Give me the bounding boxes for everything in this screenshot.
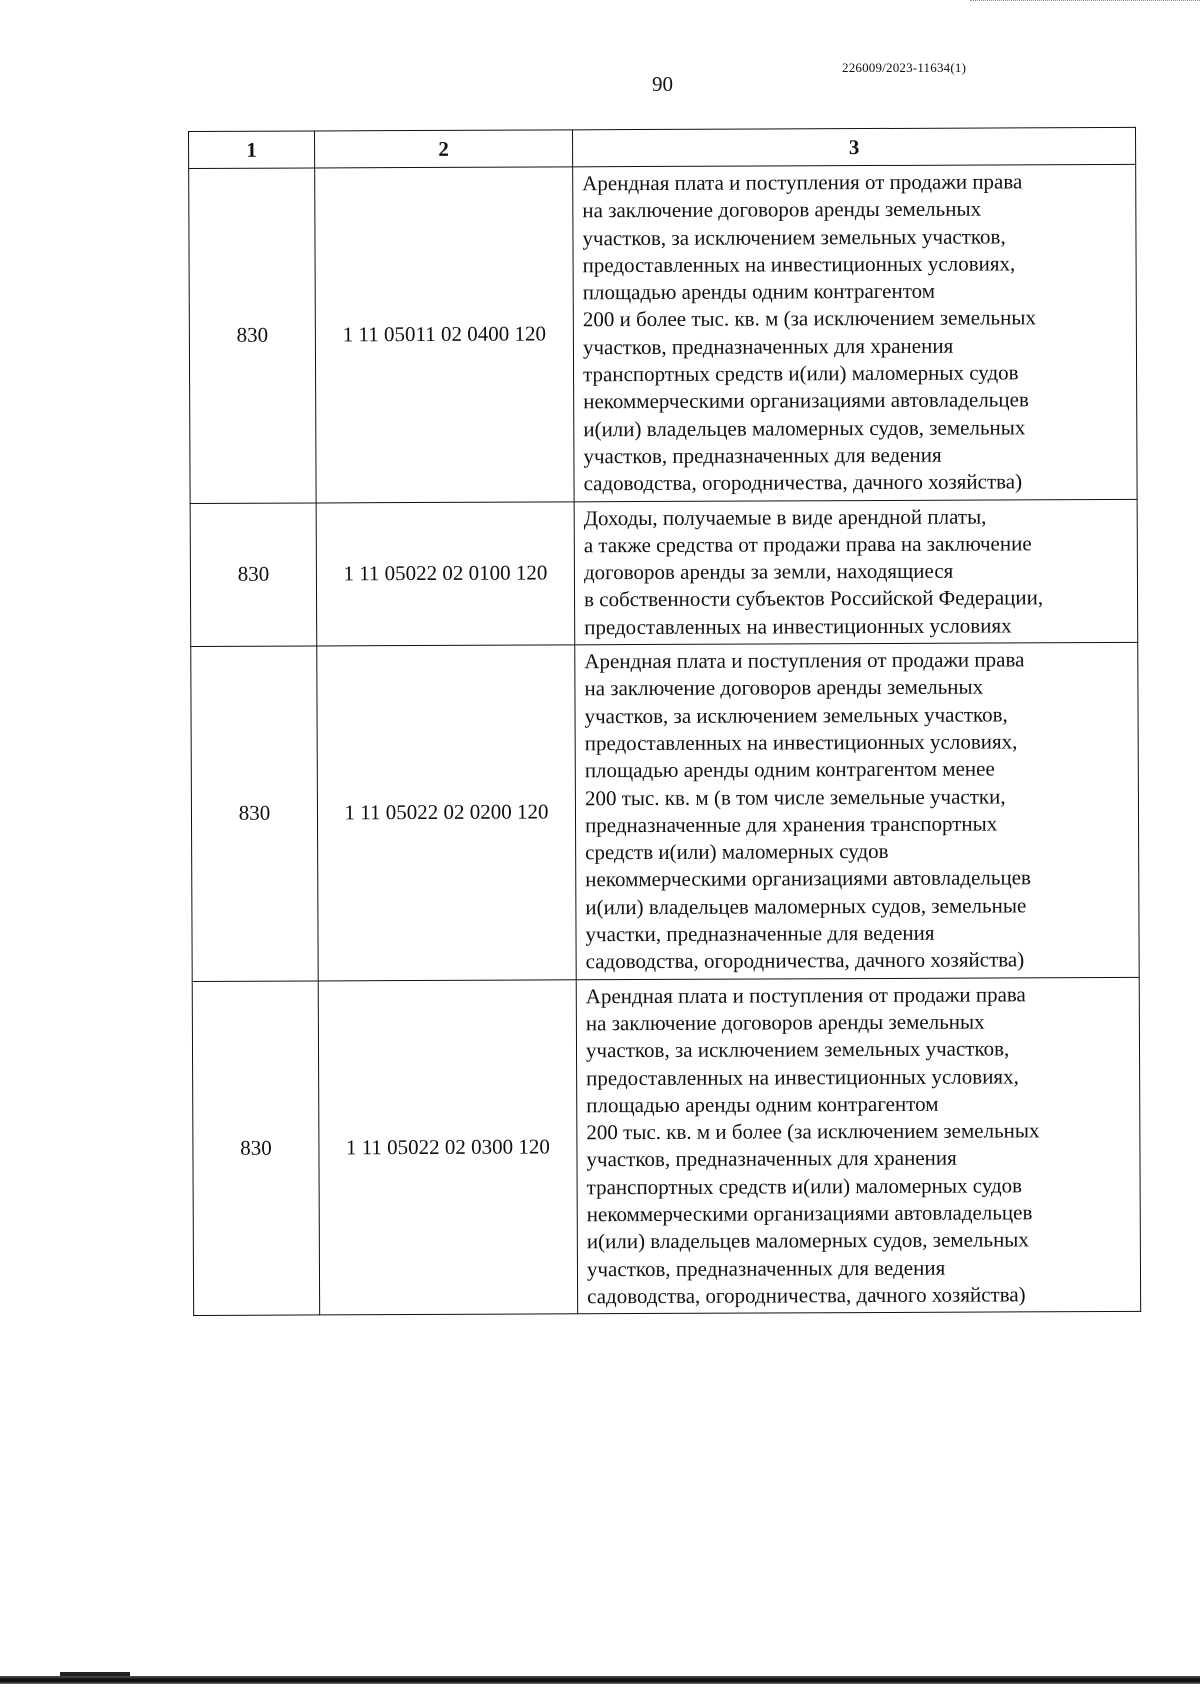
page-number: 90 bbox=[652, 72, 673, 96]
description-cell: Арендная плата и поступления от продажи права на заключение договоров аренды земельных участков, за исключением земельных участков, предоставленных на инвестиционных условиях, площадью аренды одним контрагентом менее 200 тыс. кв. м (в том числе земельные участки, предназначенные для хранения транспортных средств и(или) маломерных судов некоммерческими организациями автовладельцев и(или) владельцев маломерных судов, земельные участки, предназначенные для ведения садоводства, огородничества, дачного хозяйства) bbox=[575, 642, 1139, 979]
revenue-codes-table bbox=[188, 127, 1141, 1316]
column-header-3: 3 bbox=[572, 127, 1135, 166]
table-header-row bbox=[189, 127, 1136, 168]
table-row bbox=[192, 977, 1140, 1316]
kbk-code-cell: 1 11 05022 02 0300 120 bbox=[318, 979, 577, 1315]
table-row bbox=[190, 499, 1138, 647]
admin-code-cell: 830 bbox=[191, 646, 318, 981]
description-cell: Арендная плата и поступления от продажи права на заключение договоров аренды земельных участков, за исключением земельных участков, предоставленных на инвестиционных условиях, площадью аренды одним контрагентом 200 тыс. кв. м и более (за исключением земельных участков, предназначенных для хранения транспортных средств и(или) маломерных судов некоммерческими организациями автовладельцев и(или) владельцев маломерных судов, земельных участков, предназначенных для ведения садоводства, огородничества, дачного хозяйства) bbox=[576, 977, 1140, 1314]
column-header-2: 2 bbox=[315, 130, 573, 168]
kbk-code-cell: 1 11 05022 02 0100 120 bbox=[316, 501, 575, 646]
scan-artifact-top bbox=[970, 0, 1200, 4]
column-header-1: 1 bbox=[189, 131, 315, 169]
admin-code-cell: 830 bbox=[189, 168, 316, 503]
table-row bbox=[189, 164, 1137, 503]
document-id: 226009/2023-11634(1) bbox=[842, 60, 967, 75]
description-cell: Доходы, получаемые в виде арендной платы, а также средства от продажи права на заключение договоров аренды за земли, находящиеся в собственности субъектов Российской Федерации, предоставленных на инвестиционных условиях bbox=[574, 499, 1138, 645]
kbk-code-cell: 1 11 05011 02 0400 120 bbox=[315, 167, 574, 503]
description-cell: Арендная плата и поступления от продажи права на заключение договоров аренды земельных участков, за исключением земельных участков, предоставленных на инвестиционных условиях, площадью аренды одним контрагентом 200 и более тыс. кв. м (за исключением земельных участков, предназначенных для хранения транспортных средств и(или) маломерных судов некоммерческими организациями автовладельцев и(или) владельцев маломерных судов, земельных участков, предназначенных для ведения садоводства, огородничества, дачного хозяйства) bbox=[573, 164, 1137, 501]
kbk-code-cell: 1 11 05022 02 0200 120 bbox=[317, 645, 576, 981]
table-row bbox=[191, 642, 1139, 981]
scan-artifact-bottom-bar bbox=[0, 1676, 1200, 1684]
admin-code-cell: 830 bbox=[190, 503, 317, 647]
admin-code-cell: 830 bbox=[192, 981, 319, 1316]
